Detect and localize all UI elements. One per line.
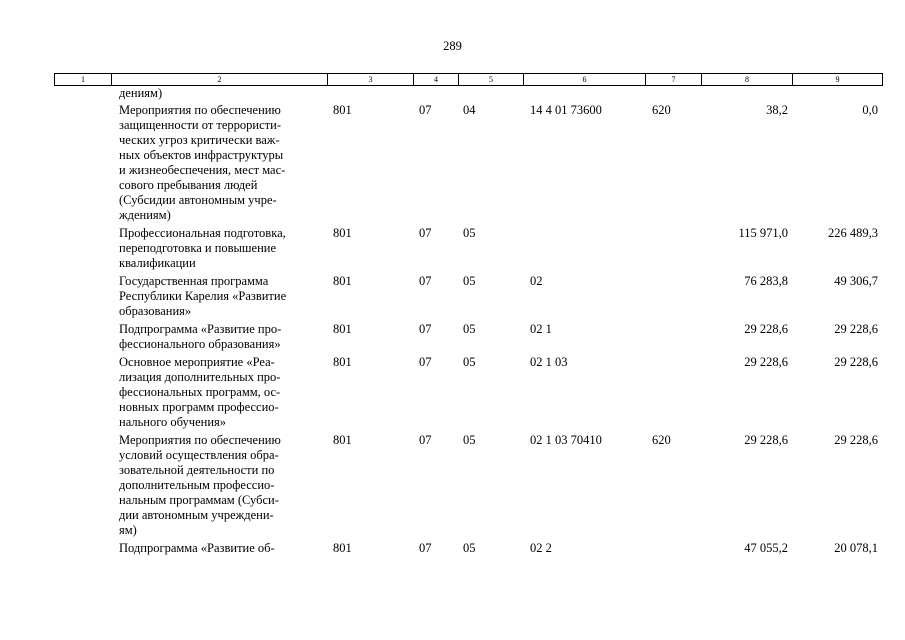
amount-col-8: 38,2	[766, 103, 788, 117]
row-name: дениям)	[119, 86, 163, 100]
amount-col-8: 47 055,2	[744, 541, 788, 555]
section-code: 07	[419, 226, 432, 240]
ministry-code: 801	[333, 103, 352, 117]
budget-table	[54, 86, 882, 559]
column-header: 2	[112, 74, 328, 86]
section-code: 07	[419, 103, 432, 117]
row-name: Подпрограмма «Развитие про- фессионального образования»	[119, 322, 282, 351]
table-row	[54, 541, 882, 559]
page-number: 289	[443, 39, 462, 53]
subsection-code: 04	[463, 103, 476, 117]
section-code: 07	[419, 355, 432, 369]
amount-col-8: 29 228,6	[744, 322, 788, 336]
target-code	[523, 86, 645, 103]
target-code: 02 1 03 70410	[530, 433, 602, 447]
expense-type-code	[645, 274, 701, 322]
amount-col-9: 20 078,1	[834, 541, 878, 555]
ministry-code: 801	[333, 322, 352, 336]
amount-col-8	[701, 86, 792, 103]
section-code: 07	[419, 433, 432, 447]
row-name: Мероприятия по обеспечению защищенности от террористи- ческих угроз критически важ- ных объектов инфраструктуры и жизнеобеспечения, мест мас- сового пребывания людей (Субсидии автономным учре- ждениям)	[119, 103, 286, 222]
amount-col-9: 29 228,6	[834, 433, 878, 447]
column-header: 9	[793, 74, 883, 86]
subsection-code: 05	[463, 274, 476, 288]
row-name: Мероприятия по обеспечению условий осуществления обра- зовательной деятельности по дополнительным профессио- нальным программам (Субси- дии автономным учреждени- ям)	[119, 433, 281, 537]
target-code: 02 2	[530, 541, 552, 555]
ministry-code	[327, 86, 413, 103]
ministry-code: 801	[333, 226, 352, 240]
expense-type-code	[645, 355, 701, 433]
table-row	[54, 355, 882, 433]
amount-col-8: 115 971,0	[738, 226, 788, 240]
table-row	[54, 226, 882, 274]
column-header: 4	[414, 74, 459, 86]
amount-col-8: 76 283,8	[744, 274, 788, 288]
target-code: 02	[530, 274, 543, 288]
subsection-code: 05	[463, 322, 476, 336]
row-name: Профессиональная подготовка, переподготовка и повышение квалификации	[119, 226, 286, 270]
amount-col-9	[792, 86, 882, 103]
column-header: 1	[55, 74, 112, 86]
table-row	[54, 433, 882, 541]
expense-type-code	[645, 322, 701, 355]
subsection-code: 05	[463, 355, 476, 369]
amount-col-8: 29 228,6	[744, 433, 788, 447]
target-code: 02 1	[530, 322, 552, 336]
subsection-code	[458, 86, 523, 103]
amount-col-8: 29 228,6	[744, 355, 788, 369]
section-code: 07	[419, 274, 432, 288]
column-header: 3	[328, 74, 414, 86]
ministry-code: 801	[333, 541, 352, 555]
amount-col-9: 49 306,7	[834, 274, 878, 288]
subsection-code: 05	[463, 541, 476, 555]
expense-type-code	[645, 226, 701, 274]
section-code: 07	[419, 541, 432, 555]
column-header: 7	[646, 74, 702, 86]
column-header-row	[54, 73, 883, 86]
subsection-code: 05	[463, 433, 476, 447]
ministry-code: 801	[333, 433, 352, 447]
row-name: Подпрограмма «Развитие об-	[119, 541, 275, 555]
ministry-code: 801	[333, 274, 352, 288]
subsection-code: 05	[463, 226, 476, 240]
table-row	[54, 274, 882, 322]
expense-type-code	[645, 541, 701, 559]
target-code: 14 4 01 73600	[530, 103, 602, 117]
section-code	[413, 86, 458, 103]
expense-type-code: 620	[652, 433, 671, 447]
table-row	[54, 322, 882, 355]
table-row	[54, 103, 882, 226]
column-header: 5	[459, 74, 524, 86]
column-header: 6	[524, 74, 646, 86]
ministry-code: 801	[333, 355, 352, 369]
table-row	[54, 86, 882, 103]
expense-type-code: 620	[652, 103, 671, 117]
amount-col-9: 29 228,6	[834, 355, 878, 369]
target-code: 02 1 03	[530, 355, 568, 369]
row-name: Государственная программа Республики Карелия «Развитие образования»	[119, 274, 287, 318]
column-header: 8	[702, 74, 793, 86]
amount-col-9: 0,0	[862, 103, 878, 117]
target-code	[523, 226, 645, 274]
section-code: 07	[419, 322, 432, 336]
amount-col-9: 226 489,3	[828, 226, 878, 240]
row-name: Основное мероприятие «Реа- лизация дополнительных про- фессиональных программ, ос- новных программ профессио- нального обучения»	[119, 355, 281, 429]
amount-col-9: 29 228,6	[834, 322, 878, 336]
expense-type-code	[645, 86, 701, 103]
